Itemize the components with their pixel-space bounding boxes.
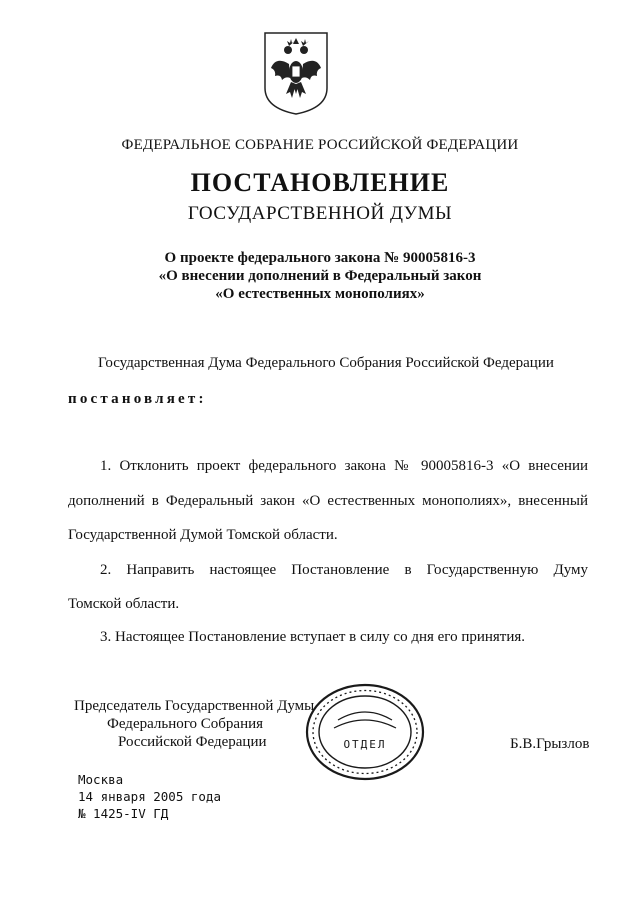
paragraph-3: 3. Настоящее Постановление вступает в силу со дня его принятия.: [100, 629, 526, 645]
paragraph-2-line-2: Томской области.: [68, 596, 180, 612]
paragraph-1-line-1: 1. Отклонить проект федерального закона № 90005816-3 «О внесении: [100, 458, 588, 474]
paragraph-2-line-1: 2. Направить настоящее Постановление в Государственную Думу: [100, 562, 588, 578]
document-subtitle: ГОСУДАРСТВЕННОЙ ДУМЫ: [187, 203, 453, 224]
official-stamp: [304, 682, 426, 782]
parliament-name: ФЕДЕРАЛЬНОЕ СОБРАНИЕ РОССИЙСКОЙ ФЕДЕРАЦИИ: [121, 137, 519, 153]
document-title: ПОСТАНОВЛЕНИЕ: [190, 168, 450, 197]
stamp-center-text: ОТДЕЛ: [343, 738, 387, 751]
coat-of-arms-emblem: [262, 30, 330, 116]
preamble-text: Государственная Дума Федерального Собрания Российской Федерации: [98, 355, 554, 371]
city: Москва: [78, 772, 124, 787]
subject-line-3: «О естественных монополиях»: [215, 286, 425, 302]
signatory-position-line-2: Федерального Собрания: [107, 716, 264, 732]
paragraph-1-line-2: дополнений в Федеральный закон «О естественных монополиях», внесенный: [68, 493, 588, 509]
signatory-position-line-3: Российской Федерации: [118, 734, 267, 750]
resolves-label: постановляет:: [68, 391, 207, 407]
document-number: № 1425-IV ГД: [78, 806, 169, 821]
subject-line-1: О проекте федерального закона № 90005816-3: [164, 250, 476, 266]
document-date: 14 января 2005 года: [78, 789, 221, 804]
paragraph-1-line-3: Государственной Думой Томской области.: [68, 527, 338, 543]
signatory-name: Б.В.Грызлов: [510, 736, 590, 752]
signatory-position-line-1: Председатель Государственной Думы: [74, 698, 315, 714]
subject-line-2: «О внесении дополнений в Федеральный закон: [158, 268, 482, 284]
